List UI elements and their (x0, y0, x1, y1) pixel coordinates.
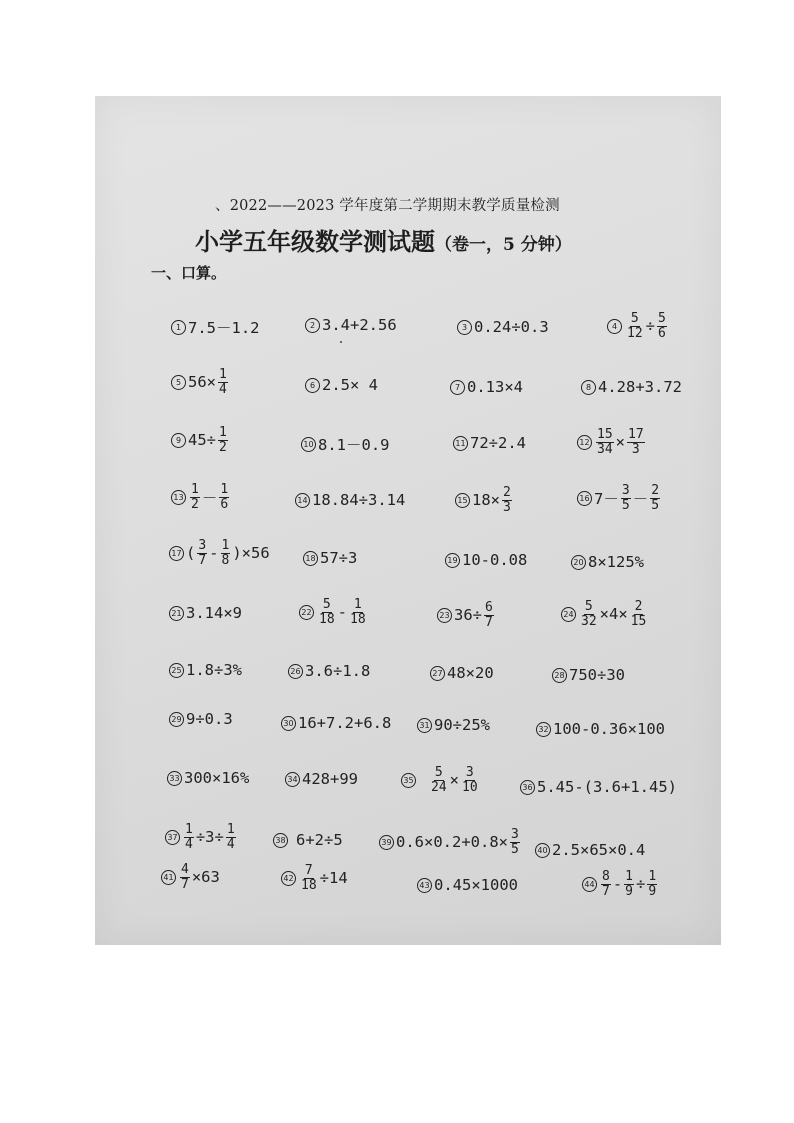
question-35 (401, 766, 481, 794)
section-heading: 一、口算。 (151, 264, 227, 282)
question-39 (379, 828, 522, 856)
numerator: 17 (628, 427, 644, 442)
expression-text: 36÷ (454, 606, 482, 625)
question-28 (552, 666, 625, 684)
expression-text: 0.45×1000 (434, 876, 518, 894)
denominator: 2 (219, 439, 227, 455)
expression-text: 428+99 (302, 770, 358, 788)
question-27 (430, 664, 494, 682)
exam-title (195, 222, 572, 257)
question-number: 41 (161, 870, 176, 885)
exam-photo (95, 96, 721, 945)
exam-subtitle: 、2022——2023 学年度第二学期期末教学质量检测 (215, 198, 560, 214)
question-32 (536, 720, 665, 738)
question-number: 6 (305, 378, 320, 393)
expression-text: 5.45-(3.6+1.45) (537, 778, 677, 796)
expression-text: 100-0.36×100 (553, 720, 665, 738)
fraction (221, 539, 231, 567)
question-number: 44 (582, 877, 597, 892)
numerator: 1 (648, 869, 657, 884)
question-number: 20 (571, 555, 586, 570)
question-number: 38 (273, 833, 288, 848)
denominator: 9 (625, 883, 633, 899)
question-15 (455, 486, 514, 514)
question-17 (169, 539, 270, 567)
denominator: 6 (658, 325, 666, 341)
question-30 (281, 714, 391, 732)
numerator: 1 (191, 482, 199, 497)
question-43 (417, 876, 518, 894)
numerator: 5 (630, 311, 639, 326)
question-23 (437, 601, 496, 629)
expression-text: 18.84÷3.14 (312, 491, 406, 509)
question-number: 27 (430, 666, 445, 681)
question-number: 3 (457, 320, 472, 335)
numerator: 3 (621, 483, 630, 498)
numerator: 2 (651, 483, 660, 498)
expression-text: 48×20 (447, 664, 494, 682)
expression-text: 3.14×9 (186, 604, 242, 622)
denominator: 2 (191, 496, 199, 512)
expression-text: - (337, 603, 347, 622)
question-31 (417, 716, 490, 734)
question-number: 43 (417, 878, 432, 893)
denominator: 4 (226, 836, 235, 852)
expression-text: - (612, 875, 623, 894)
question-21 (169, 604, 242, 622)
fraction (650, 484, 660, 512)
question-24 (561, 600, 649, 628)
pencil-dot (340, 341, 342, 343)
question-36 (520, 778, 677, 796)
question-26 (288, 662, 370, 680)
question-8 (581, 378, 682, 396)
question-number: 1 (171, 320, 186, 335)
question-13 (171, 483, 231, 511)
expression-text: 18× (472, 491, 500, 510)
question-9 (171, 426, 230, 454)
question-number: 36 (520, 780, 535, 795)
numerator: 3 (510, 827, 519, 842)
fraction (197, 539, 207, 567)
expression-text: ÷14 (319, 869, 348, 888)
fraction (349, 598, 367, 626)
denominator: 24 (431, 779, 447, 795)
question-41 (161, 863, 220, 891)
expression-text: 4.28+3.72 (598, 378, 682, 396)
question-number: 9 (171, 433, 186, 448)
fraction (218, 368, 228, 396)
numerator: 8 (602, 869, 610, 884)
question-1 (171, 316, 260, 338)
denominator: 7 (181, 876, 189, 892)
expression-text: 0.6×0.2+0.8× (396, 833, 508, 852)
question-number: 34 (285, 772, 300, 787)
denominator: 18 (350, 611, 366, 627)
question-29 (169, 710, 233, 728)
question-number: 19 (445, 553, 460, 568)
question-34 (285, 770, 358, 788)
exam-title-note: （卷一，5 分钟） (435, 235, 572, 255)
denominator: 10 (462, 779, 478, 795)
question-number: 12 (577, 435, 592, 450)
expression-text: ÷ (645, 317, 655, 336)
question-number: 2 (305, 318, 320, 333)
numerator: 1 (219, 425, 227, 440)
question-number: 16 (577, 491, 592, 506)
question-16 (577, 484, 662, 512)
fraction (226, 823, 236, 851)
question-number: 7 (450, 380, 465, 395)
question-20 (571, 553, 644, 571)
question-number: 37 (165, 830, 180, 845)
expression-text: 0.24÷0.3 (474, 318, 549, 336)
denominator: 15 (630, 613, 647, 629)
question-number: 30 (281, 716, 296, 731)
numerator: 2 (503, 485, 511, 500)
expression-text: 8.1－0.9 (318, 436, 390, 454)
numerator: 1 (185, 822, 193, 837)
expression-text: 7－ (594, 490, 619, 509)
fraction (461, 766, 479, 794)
question-number: 15 (455, 493, 470, 508)
denominator: 12 (627, 325, 643, 341)
expression-text: 16+7.2+6.8 (298, 714, 392, 732)
question-11 (453, 434, 526, 452)
question-number: 24 (561, 607, 576, 622)
question-38 (273, 831, 343, 849)
fraction (657, 312, 667, 340)
question-number: 17 (169, 546, 184, 561)
question-12 (577, 428, 647, 456)
denominator: 3 (503, 499, 511, 515)
question-number: 21 (169, 606, 184, 621)
fraction (502, 486, 512, 514)
question-6 (305, 376, 378, 394)
fraction (484, 601, 494, 629)
fraction (219, 483, 229, 511)
denominator: 32 (581, 613, 597, 629)
question-10 (301, 433, 390, 455)
question-number: 35 (401, 773, 416, 788)
expression-text: 8×125% (588, 553, 644, 571)
fraction (510, 828, 520, 856)
expression-text: 3.6÷1.8 (305, 662, 371, 680)
expression-text: ( (186, 544, 196, 563)
fraction (180, 863, 190, 891)
denominator: 8 (221, 552, 230, 568)
expression-text: 45÷ (188, 431, 216, 450)
denominator: 34 (597, 441, 613, 457)
numerator: 1 (219, 367, 227, 382)
numerator: 1 (221, 538, 230, 553)
denominator: 5 (510, 841, 519, 857)
question-42 (281, 864, 348, 892)
question-number: 18 (303, 551, 318, 566)
expression-text: 9÷0.3 (186, 710, 233, 728)
numerator: 4 (181, 862, 189, 877)
question-40 (535, 841, 645, 859)
denominator: 5 (651, 497, 660, 513)
question-5 (171, 368, 230, 396)
question-22 (299, 598, 369, 626)
expression-text: ×4× (599, 605, 628, 624)
question-7 (450, 378, 523, 396)
denominator: 9 (648, 883, 657, 899)
numerator: 1 (353, 597, 362, 612)
expression-text: 6+2÷5 (296, 831, 343, 849)
fraction (601, 870, 611, 898)
expression-text: － (632, 490, 649, 509)
fraction (184, 823, 194, 851)
question-18 (303, 549, 357, 567)
fraction (626, 312, 644, 340)
fraction (318, 598, 336, 626)
numerator: 6 (485, 600, 493, 615)
question-number: 13 (171, 490, 186, 505)
question-3 (457, 318, 549, 336)
expression-text: 10-0.08 (462, 551, 528, 569)
question-number: 11 (453, 436, 468, 451)
question-number: 42 (281, 871, 296, 886)
expression-text: 57÷3 (320, 549, 358, 567)
numerator: 3 (465, 765, 474, 780)
fraction (647, 870, 657, 898)
denominator: 7 (485, 614, 493, 630)
expression-text: － (201, 489, 218, 508)
question-number: 14 (295, 493, 310, 508)
question-number: 5 (171, 375, 186, 390)
question-44 (582, 870, 659, 898)
numerator: 2 (634, 599, 643, 614)
question-number: 40 (535, 843, 550, 858)
fraction (621, 484, 631, 512)
denominator: 5 (621, 497, 630, 513)
fraction (624, 870, 634, 898)
fraction (300, 864, 318, 892)
fraction (190, 483, 200, 511)
question-4 (607, 312, 669, 340)
question-number: 33 (167, 771, 182, 786)
expression-text: 56× (188, 373, 216, 392)
numerator: 15 (597, 427, 613, 442)
fraction (596, 428, 614, 456)
question-number: 25 (169, 663, 184, 678)
numerator: 7 (304, 863, 313, 878)
denominator: 18 (301, 877, 317, 893)
denominator: 4 (185, 836, 193, 852)
question-number: 22 (299, 605, 314, 620)
question-number: 26 (288, 664, 303, 679)
denominator: 18 (319, 611, 335, 627)
fraction (430, 766, 448, 794)
fraction (218, 426, 228, 454)
expression-text: - (209, 544, 219, 563)
question-number: 23 (437, 608, 452, 623)
question-37 (165, 823, 238, 851)
denominator: 7 (602, 883, 610, 899)
numerator: 5 (584, 599, 593, 614)
expression-text: 750÷30 (569, 666, 625, 684)
fraction (580, 600, 598, 628)
denominator: 7 (198, 552, 207, 568)
numerator: 1 (220, 482, 229, 497)
question-number: 29 (169, 712, 184, 727)
question-number: 10 (301, 437, 316, 452)
expression-text: 2.5× 4 (322, 376, 378, 394)
expression-text: × (615, 433, 625, 452)
question-14 (295, 491, 405, 509)
numerator: 1 (226, 822, 235, 837)
expression-text: × (449, 771, 459, 790)
fraction (630, 600, 648, 628)
question-number: 39 (379, 835, 394, 850)
fraction (627, 428, 645, 456)
numerator: 3 (198, 538, 207, 553)
numerator: 5 (322, 597, 331, 612)
expression-text: )×56 (232, 544, 270, 563)
question-2 (305, 316, 397, 334)
denominator: 3 (631, 441, 640, 457)
expression-text: 0.13×4 (467, 378, 523, 396)
expression-text: ÷ (636, 875, 646, 894)
question-number: 28 (552, 668, 567, 683)
expression-text: ÷3÷ (195, 828, 224, 847)
expression-text: 1.8÷3% (186, 661, 242, 679)
expression-text: ×63 (191, 868, 220, 887)
expression-text: 300×16% (184, 769, 250, 787)
question-number: 31 (417, 718, 432, 733)
question-number: 32 (536, 722, 551, 737)
expression-text: 2.5×65×0.4 (552, 841, 646, 859)
question-number: 4 (607, 319, 622, 334)
expression-text: 90÷25% (434, 716, 490, 734)
numerator: 5 (658, 311, 666, 326)
numerator: 1 (625, 869, 633, 884)
expression-text: 72÷2.4 (470, 434, 526, 452)
question-33 (167, 769, 249, 787)
denominator: 6 (220, 496, 229, 512)
expression-text: 3.4+2.56 (322, 316, 397, 334)
question-19 (445, 551, 527, 569)
question-number: 8 (581, 380, 596, 395)
expression-text: 7.5－1.2 (188, 319, 260, 337)
denominator: 4 (219, 381, 227, 397)
numerator: 5 (434, 765, 443, 780)
exam-title-text: 小学五年级数学测试题 (195, 227, 435, 256)
question-25 (169, 661, 242, 679)
